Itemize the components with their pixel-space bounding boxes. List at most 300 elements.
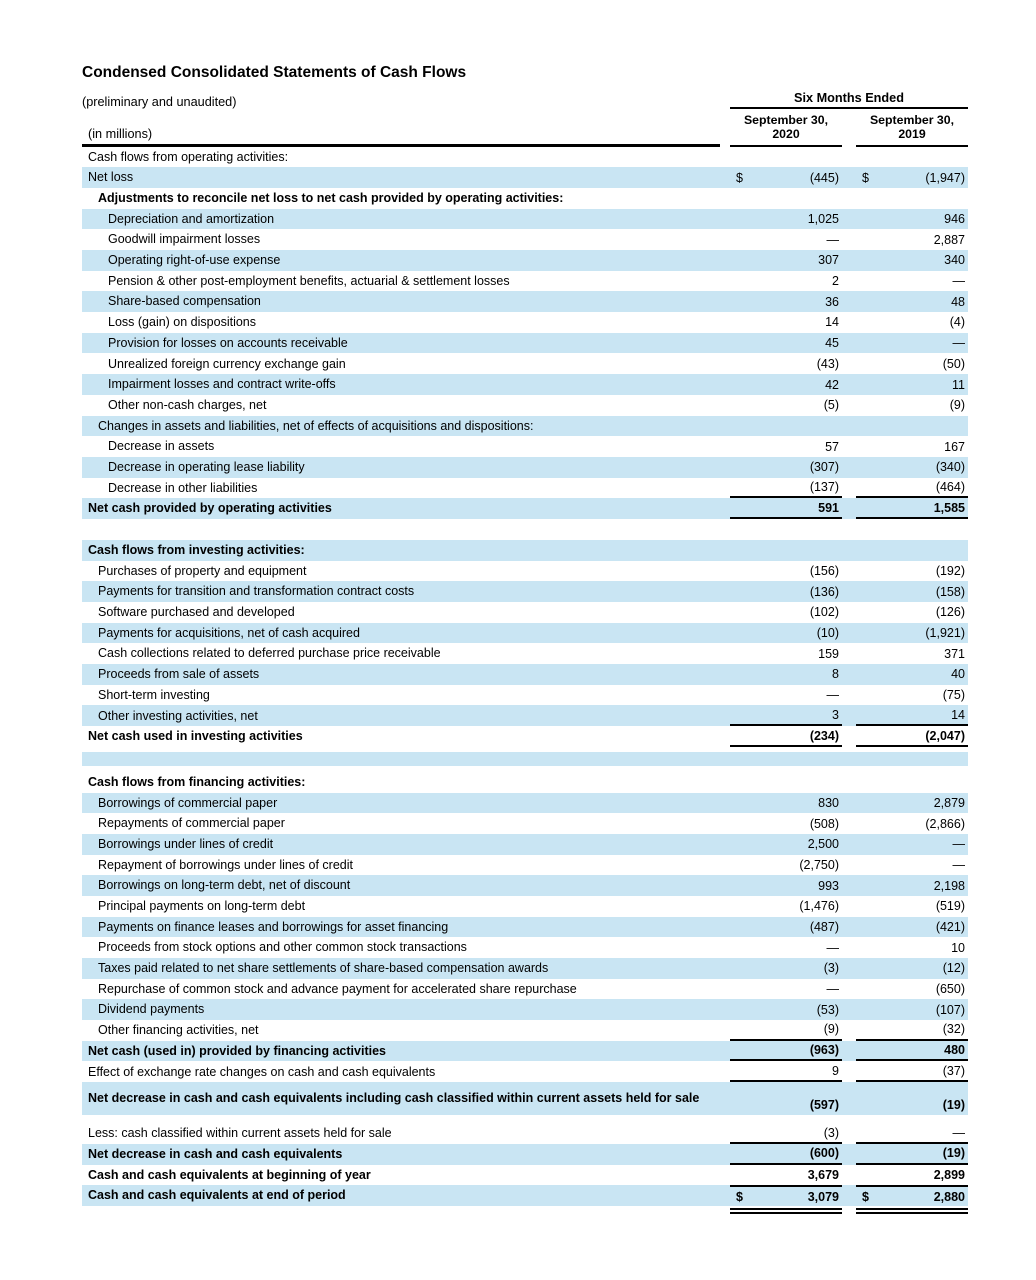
value-2019-cell <box>856 896 968 917</box>
value-2020-cell <box>730 498 842 519</box>
value-2020: 830 <box>818 795 839 810</box>
row-label: Operating right-of-use expense <box>108 253 281 268</box>
table-row <box>82 291 968 312</box>
value-2019: 2,887 <box>933 232 965 247</box>
value-2020: 591 <box>818 500 839 515</box>
value-2019: 14 <box>951 707 965 722</box>
dollar-sign: $ <box>862 1189 869 1204</box>
value-2019-cell <box>856 436 968 457</box>
value-2019-cell <box>856 1165 968 1186</box>
value-2020-cell <box>730 250 842 271</box>
value-2019-cell <box>856 979 968 1000</box>
row-label: Borrowings of commercial paper <box>98 795 278 810</box>
value-2019-cell <box>856 374 968 395</box>
row-label: Net loss <box>88 170 134 185</box>
value-2020-cell <box>730 436 842 457</box>
value-2020-cell <box>730 416 842 437</box>
value-2020: 42 <box>825 377 839 392</box>
value-2019: (192) <box>935 564 965 578</box>
value-2020-cell <box>730 312 842 333</box>
spacer-row <box>82 1115 968 1123</box>
page-title: Condensed Consolidated Statements of Cash Flows <box>82 64 467 81</box>
value-2019-cell <box>856 561 968 582</box>
table-row <box>82 395 968 416</box>
value-2020: 3,679 <box>807 1167 839 1182</box>
value-2019: 480 <box>944 1043 965 1058</box>
value-2020: (307) <box>809 460 839 475</box>
value-2019: (32) <box>942 1022 965 1037</box>
value-2020-cell <box>730 726 842 747</box>
row-label: Proceeds from sale of assets <box>98 667 260 682</box>
value-2020-cell <box>730 1061 842 1082</box>
table-row <box>82 229 968 250</box>
value-2020-cell <box>730 979 842 1000</box>
row-label: Changes in assets and liabilities, net of effects of acquisitions and dispositions: <box>98 418 534 433</box>
row-label: Net decrease in cash and cash equivalents including cash classified within current assets held for sale <box>88 1091 700 1106</box>
value-2019-cell <box>856 685 968 706</box>
value-2020-cell <box>730 1123 842 1144</box>
value-2019-cell <box>856 772 968 793</box>
value-2019: (340) <box>935 460 965 475</box>
table-row <box>82 813 968 834</box>
value-2019-cell <box>856 250 968 271</box>
value-2019: (519) <box>935 899 965 914</box>
row-label: Loss (gain) on dispositions <box>108 315 256 330</box>
table-row <box>82 958 968 979</box>
table-row <box>82 1123 968 1144</box>
subtitle: (preliminary and unaudited) <box>82 95 237 109</box>
row-label: Payments for transition and transformation contract costs <box>98 584 415 599</box>
value-2020: (10) <box>816 626 839 641</box>
value-2019-cell <box>856 623 968 644</box>
value-2020-cell <box>730 478 842 499</box>
value-2019: (9) <box>949 398 965 413</box>
row-label: Purchases of property and equipment <box>98 563 307 578</box>
table-row <box>82 581 968 602</box>
value-2020-cell <box>730 643 842 664</box>
row-label: Provision for losses on accounts receivable <box>108 335 348 350</box>
value-2019-cell <box>856 395 968 416</box>
row-label: Repayments of commercial paper <box>98 816 285 831</box>
value-2019: — <box>952 274 965 289</box>
table-row <box>82 188 968 209</box>
table-row <box>82 1165 968 1186</box>
row-label: Taxes paid related to net share settlements of share-based compensation awards <box>98 961 549 976</box>
value-2020-cell <box>730 333 842 354</box>
row-label: Decrease in assets <box>108 439 215 454</box>
value-2019: (2,866) <box>925 816 965 831</box>
table-row <box>82 540 968 561</box>
spacer-row <box>82 519 968 540</box>
value-2020: (156) <box>809 564 839 578</box>
value-2019: (126) <box>935 605 965 620</box>
column-header-2020-line1: September 30, <box>743 113 829 127</box>
value-2019: (75) <box>942 688 965 703</box>
value-2019: (2,047) <box>925 728 965 743</box>
value-2020: (487) <box>809 920 839 934</box>
row-label: Share-based compensation <box>108 294 261 309</box>
value-2019-cell <box>856 705 968 726</box>
value-2020-cell <box>730 1144 842 1165</box>
table-row <box>82 1082 968 1115</box>
table-row <box>82 999 968 1020</box>
dollar-sign: $ <box>736 1189 743 1204</box>
value-2020: (1,476) <box>799 899 839 914</box>
table-row <box>82 685 968 706</box>
table-row <box>82 209 968 230</box>
value-2019: (421) <box>935 920 965 934</box>
value-2020-cell <box>730 188 842 209</box>
value-2020: 3,079 <box>807 1189 839 1204</box>
value-2019-cell <box>856 813 968 834</box>
column-header-2020 <box>730 112 842 147</box>
value-2020-cell <box>730 395 842 416</box>
value-2019: 11 <box>952 377 965 392</box>
value-2019-cell <box>856 416 968 437</box>
value-2019: — <box>952 837 965 852</box>
double-rule-2019 <box>856 1207 968 1214</box>
value-2020: 8 <box>832 667 839 682</box>
value-2020: (9) <box>823 1022 839 1037</box>
value-2019: (50) <box>942 356 965 371</box>
row-label: Borrowings on long-term debt, net of discount <box>98 878 351 893</box>
value-2020: 9 <box>832 1063 839 1078</box>
value-2019-cell <box>856 726 968 747</box>
row-label: Other non-cash charges, net <box>108 397 267 412</box>
row-label: Cash and cash equivalents at beginning of year <box>88 1167 371 1182</box>
value-2019: 2,880 <box>933 1189 965 1204</box>
value-2020-cell <box>730 581 842 602</box>
value-2020-cell <box>730 271 842 292</box>
value-2019-cell <box>856 958 968 979</box>
value-2020-cell <box>730 229 842 250</box>
table-row <box>82 896 968 917</box>
value-2020: (234) <box>809 728 839 743</box>
value-2019: (158) <box>935 584 965 599</box>
value-2019: 2,879 <box>933 795 965 810</box>
value-2019-cell <box>856 1082 968 1115</box>
value-2019-cell <box>856 1144 968 1165</box>
table-row <box>82 167 968 188</box>
value-2020: (3) <box>823 1125 839 1140</box>
value-2019: (650) <box>935 982 965 997</box>
value-2020: (136) <box>809 584 839 599</box>
rule-gap <box>842 1207 856 1214</box>
value-2019-cell <box>856 333 968 354</box>
value-2020: — <box>826 940 839 955</box>
value-2019: 1,585 <box>933 500 965 515</box>
row-label: Proceeds from stock options and other common stock transactions <box>98 940 467 955</box>
value-2019: (464) <box>935 479 965 494</box>
value-2020: (137) <box>809 479 839 494</box>
row-label: Cash flows from investing activities: <box>88 543 305 558</box>
value-2020: (963) <box>809 1043 839 1058</box>
table-row <box>82 979 968 1000</box>
value-2019-cell <box>856 999 968 1020</box>
value-2020-cell <box>730 1185 842 1206</box>
table-row <box>82 353 968 374</box>
table-body <box>82 147 968 1214</box>
value-2019: (19) <box>942 1098 965 1113</box>
column-header-2020-line2: 2020 <box>772 126 800 141</box>
value-2019: 2,899 <box>933 1167 965 1182</box>
table-row <box>82 147 968 168</box>
row-label: Cash flows from financing activities: <box>88 774 306 789</box>
value-2019: 48 <box>951 294 965 309</box>
value-2019-cell <box>856 229 968 250</box>
value-2019-cell <box>856 167 968 188</box>
value-2019: (37) <box>942 1063 965 1078</box>
value-2020: (445) <box>809 170 839 185</box>
units-label: (in millions) <box>82 127 720 147</box>
value-2019-cell <box>856 1041 968 1062</box>
column-header-2019-line2: 2019 <box>898 126 926 141</box>
value-2019: 946 <box>944 212 965 226</box>
column-header-2019-line1: September 30, <box>869 113 955 127</box>
value-2020: (2,750) <box>799 857 839 872</box>
spacer-row <box>82 752 968 766</box>
value-2020: 2 <box>832 274 839 289</box>
table-row <box>82 1041 968 1062</box>
value-2019-cell <box>856 581 968 602</box>
table-row <box>82 1144 968 1165</box>
row-label: Software purchased and developed <box>98 605 295 620</box>
value-2019-cell <box>856 834 968 855</box>
value-2019-cell <box>856 664 968 685</box>
value-2020-cell <box>730 958 842 979</box>
value-2020-cell <box>730 772 842 793</box>
value-2019-cell <box>856 875 968 896</box>
value-2019-cell <box>856 498 968 519</box>
table-row <box>82 1020 968 1041</box>
value-2020-cell <box>730 291 842 312</box>
value-2019-cell <box>856 271 968 292</box>
value-2020-cell <box>730 875 842 896</box>
value-2019-cell <box>856 855 968 876</box>
value-2019: (1,947) <box>925 170 965 185</box>
rule-spacer <box>82 1207 730 1214</box>
value-2020-cell <box>730 896 842 917</box>
value-2019: (107) <box>935 1002 965 1017</box>
row-label: Short-term investing <box>98 687 210 702</box>
table-row <box>82 726 968 747</box>
row-label: Depreciation and amortization <box>108 211 275 226</box>
value-2019-cell <box>856 457 968 478</box>
row-label: Other financing activities, net <box>98 1023 259 1038</box>
value-2019: 2,198 <box>933 878 965 893</box>
table-row <box>82 250 968 271</box>
value-2020-cell <box>730 623 842 644</box>
table-row <box>82 937 968 958</box>
table-row <box>82 917 968 938</box>
row-label: Unrealized foreign currency exchange gain <box>108 356 346 371</box>
value-2019-cell <box>856 353 968 374</box>
table-row <box>82 498 968 519</box>
row-label: Borrowings under lines of credit <box>98 836 274 851</box>
value-2020-cell <box>730 664 842 685</box>
value-2020-cell <box>730 167 842 188</box>
table-row <box>82 834 968 855</box>
value-2019: 40 <box>951 667 965 682</box>
value-2020-cell <box>730 374 842 395</box>
row-label: Less: cash classified within current assets held for sale <box>88 1126 392 1141</box>
table-row <box>82 1185 968 1206</box>
double-rule-2020 <box>730 1207 842 1214</box>
value-2020-cell <box>730 457 842 478</box>
value-2019-cell <box>856 1020 968 1041</box>
value-2020-cell <box>730 793 842 814</box>
row-label: Dividend payments <box>98 1002 205 1017</box>
value-2019-cell <box>856 1123 968 1144</box>
table-row <box>82 602 968 623</box>
value-2019-cell <box>856 209 968 230</box>
value-2020: (3) <box>823 961 839 976</box>
value-2020-cell <box>730 999 842 1020</box>
value-2020: — <box>826 688 839 703</box>
table-row <box>82 705 968 726</box>
table-row <box>82 643 968 664</box>
dollar-sign: $ <box>736 170 743 185</box>
value-2019: 10 <box>951 940 965 955</box>
value-2019-cell <box>856 312 968 333</box>
row-label: Net decrease in cash and cash equivalents <box>88 1146 343 1161</box>
table-row <box>82 1061 968 1082</box>
value-2019-cell <box>856 1061 968 1082</box>
value-2020: — <box>826 232 839 247</box>
value-2019-cell <box>856 478 968 499</box>
table-row <box>82 333 968 354</box>
value-2019: — <box>952 857 965 872</box>
row-label: Payments on finance leases and borrowings for asset financing <box>98 919 449 934</box>
dollar-sign: $ <box>862 170 869 185</box>
table-row <box>82 772 968 793</box>
value-2019-cell <box>856 147 968 168</box>
value-2020-cell <box>730 1020 842 1041</box>
value-2019-cell <box>856 291 968 312</box>
value-2019-cell <box>856 188 968 209</box>
value-2020-cell <box>730 353 842 374</box>
table-row <box>82 561 968 582</box>
row-label: Repurchase of common stock and advance payment for accelerated share repurchase <box>98 981 577 996</box>
row-label: Net cash (used in) provided by financing activities <box>88 1043 386 1058</box>
value-2020: (102) <box>809 605 839 620</box>
value-2019-cell <box>856 540 968 561</box>
value-2020: (5) <box>823 398 839 413</box>
value-2020-cell <box>730 1041 842 1062</box>
value-2020: 159 <box>818 646 839 661</box>
row-label: Adjustments to reconcile net loss to net cash provided by operating activities: <box>98 191 564 206</box>
value-2019: (19) <box>942 1146 965 1161</box>
value-2019-cell <box>856 643 968 664</box>
table-row <box>82 457 968 478</box>
row-label: Repayment of borrowings under lines of credit <box>98 857 353 872</box>
value-2019: 371 <box>944 646 965 661</box>
value-2020-cell <box>730 1165 842 1186</box>
value-2020: 36 <box>825 294 839 309</box>
row-label: Net cash provided by operating activities <box>88 501 332 516</box>
value-2020-cell <box>730 705 842 726</box>
row-label: Payments for acquisitions, net of cash acquired <box>98 625 360 640</box>
value-2020: (600) <box>809 1146 839 1161</box>
value-2020: 993 <box>818 878 839 893</box>
value-2020-cell <box>730 147 842 168</box>
table-row <box>82 793 968 814</box>
row-label: Goodwill impairment losses <box>108 232 261 247</box>
value-2019-cell <box>856 1185 968 1206</box>
value-2020-cell <box>730 813 842 834</box>
value-2020-cell <box>730 540 842 561</box>
final-total-double-rule <box>82 1207 968 1214</box>
value-2019-cell <box>856 917 968 938</box>
value-2019-cell <box>856 602 968 623</box>
row-label: Decrease in operating lease liability <box>108 459 305 474</box>
value-2020-cell <box>730 917 842 938</box>
row-label: Impairment losses and contract write-offs <box>108 377 336 392</box>
value-2020: 14 <box>825 315 839 330</box>
period-header: Six Months Ended <box>730 91 968 109</box>
row-label: Cash collections related to deferred purchase price receivable <box>98 646 441 661</box>
value-2020-cell <box>730 602 842 623</box>
value-2020: 307 <box>818 253 839 268</box>
column-header-2019 <box>856 112 968 147</box>
table-row <box>82 312 968 333</box>
value-2020-cell <box>730 1082 842 1115</box>
header-line-1 <box>82 91 968 109</box>
value-2020: 2,500 <box>807 837 839 852</box>
value-2020: (53) <box>816 1002 839 1017</box>
table-row <box>82 478 968 499</box>
value-2020-cell <box>730 834 842 855</box>
table-row <box>82 436 968 457</box>
table-row <box>82 271 968 292</box>
table-row <box>82 875 968 896</box>
value-2020-cell <box>730 685 842 706</box>
value-2020: — <box>826 982 839 997</box>
row-label: Pension & other post-employment benefits, actuarial & settlement losses <box>108 273 510 288</box>
value-2020: 3 <box>832 707 839 722</box>
value-2020: (508) <box>809 816 839 831</box>
table-row <box>82 664 968 685</box>
table-row <box>82 855 968 876</box>
value-2019: (1,921) <box>925 626 965 641</box>
row-label: Principal payments on long-term debt <box>98 899 306 914</box>
value-2020-cell <box>730 937 842 958</box>
row-label: Cash and cash equivalents at end of period <box>88 1188 346 1203</box>
row-label: Other investing activities, net <box>98 708 258 723</box>
table-row <box>82 374 968 395</box>
row-label: Cash flows from operating activities: <box>88 149 289 164</box>
value-2020: (597) <box>809 1098 839 1113</box>
value-2019: (4) <box>949 315 965 330</box>
value-2019: (12) <box>942 961 965 976</box>
table-row <box>82 416 968 437</box>
value-2020: (43) <box>816 356 839 371</box>
row-label: Effect of exchange rate changes on cash and cash equivalents <box>88 1064 436 1079</box>
value-2019: 340 <box>944 253 965 268</box>
value-2020-cell <box>730 209 842 230</box>
value-2020: 45 <box>825 336 839 351</box>
value-2019: 167 <box>944 439 965 454</box>
value-2019-cell <box>856 937 968 958</box>
row-label: Net cash used in investing activities <box>88 729 303 744</box>
value-2019-cell <box>856 793 968 814</box>
value-2020-cell <box>730 561 842 582</box>
table-row <box>82 623 968 644</box>
value-2019: — <box>952 1125 965 1140</box>
value-2020: 1,025 <box>807 212 839 226</box>
value-2020-cell <box>730 855 842 876</box>
value-2019: — <box>952 336 965 351</box>
